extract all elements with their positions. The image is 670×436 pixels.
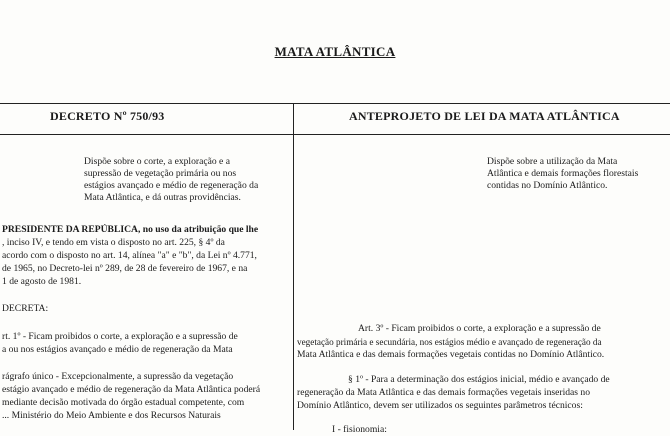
right-summary-line: Dispõe sobre a utilização da Mata [487, 156, 618, 167]
left-preamble-line: , inciso IV, e tendo em vista o disposto no art. 225, § 4º da [2, 237, 225, 248]
left-column-heading: DECRETO Nº 750/93 [50, 109, 165, 123]
left-article-line: a ou nos estágios avançado e médio de regeneração da Mata [2, 344, 233, 355]
table-top-rule [0, 103, 670, 104]
column-divider [293, 103, 294, 430]
left-preamble-line: PRESIDENTE DA REPÚBLICA, no uso da atribuição que lhe [2, 224, 259, 235]
left-summary-line: supressão de vegetação primária ou nos [84, 168, 237, 179]
left-summary-line: Dispõe sobre o corte, a exploração e a [84, 156, 230, 167]
left-summary-line: Mata Atlântica, e dá outras providências. [84, 192, 241, 203]
left-summary-line: estágios avançado e médio de regeneração da [84, 180, 259, 191]
left-paragraph-line: estágio avançado e médio de regeneração da Mata Atlântica poderá [2, 384, 261, 395]
right-summary-line: Atlântica e demais formações florestais [487, 168, 639, 179]
left-article-line: rt. 1º - Ficam proibidos o corte, a exploração e a supressão de [2, 331, 238, 342]
table-header-rule [0, 134, 670, 135]
left-decreta: DECRETA: [2, 303, 49, 314]
left-paragraph-line: ... Ministério do Meio Ambiente e dos Recursos Naturais [2, 410, 221, 421]
left-paragraph-line: mediante decisão motivada do órgão estadual competente, com [2, 397, 245, 408]
right-article-line: Art. 3º - Ficam proibidos o corte, a exploração e a supressão de [358, 323, 601, 334]
right-article-line: Mata Atlântica e das demais formações vegetais contidas no Domínio Atlântico. [297, 349, 605, 360]
document-title: MATA ATLÂNTICA [274, 44, 396, 59]
left-paragraph-line: rágrafo único - Excepcionalmente, a supressão da vegetação [2, 371, 234, 382]
right-paragraph-line: regeneração da Mata Atlântica e das demais formações vegetais inseridas no [297, 387, 591, 398]
left-preamble-line: 1 de agosto de 1981. [2, 276, 82, 287]
right-paragraph-line: Domínio Atlântico, devem ser utilizados os seguintes parâmetros técnicos: [297, 400, 583, 411]
right-item-i: I - fisionomia: [332, 424, 387, 435]
right-paragraph-line: § 1º - Para a determinação dos estágios inicial, médio e avançado de [348, 374, 610, 385]
left-preamble-line: acordo com o disposto no art. 14, alínea "a" e "b", da Lei nº 4.771, [2, 250, 257, 261]
right-column-heading: ANTEPROJETO DE LEI DA MATA ATLÂNTICA [349, 109, 620, 123]
right-article-line: vegetação primária e secundária, nos estágios médio e avançado de regeneração da [297, 337, 602, 347]
left-preamble-line: de 1965, no Decreto-lei nº 289, de 28 de fevereiro de 1967, e na [2, 263, 248, 274]
right-summary-line: contidas no Domínio Atlântico. [487, 180, 608, 191]
